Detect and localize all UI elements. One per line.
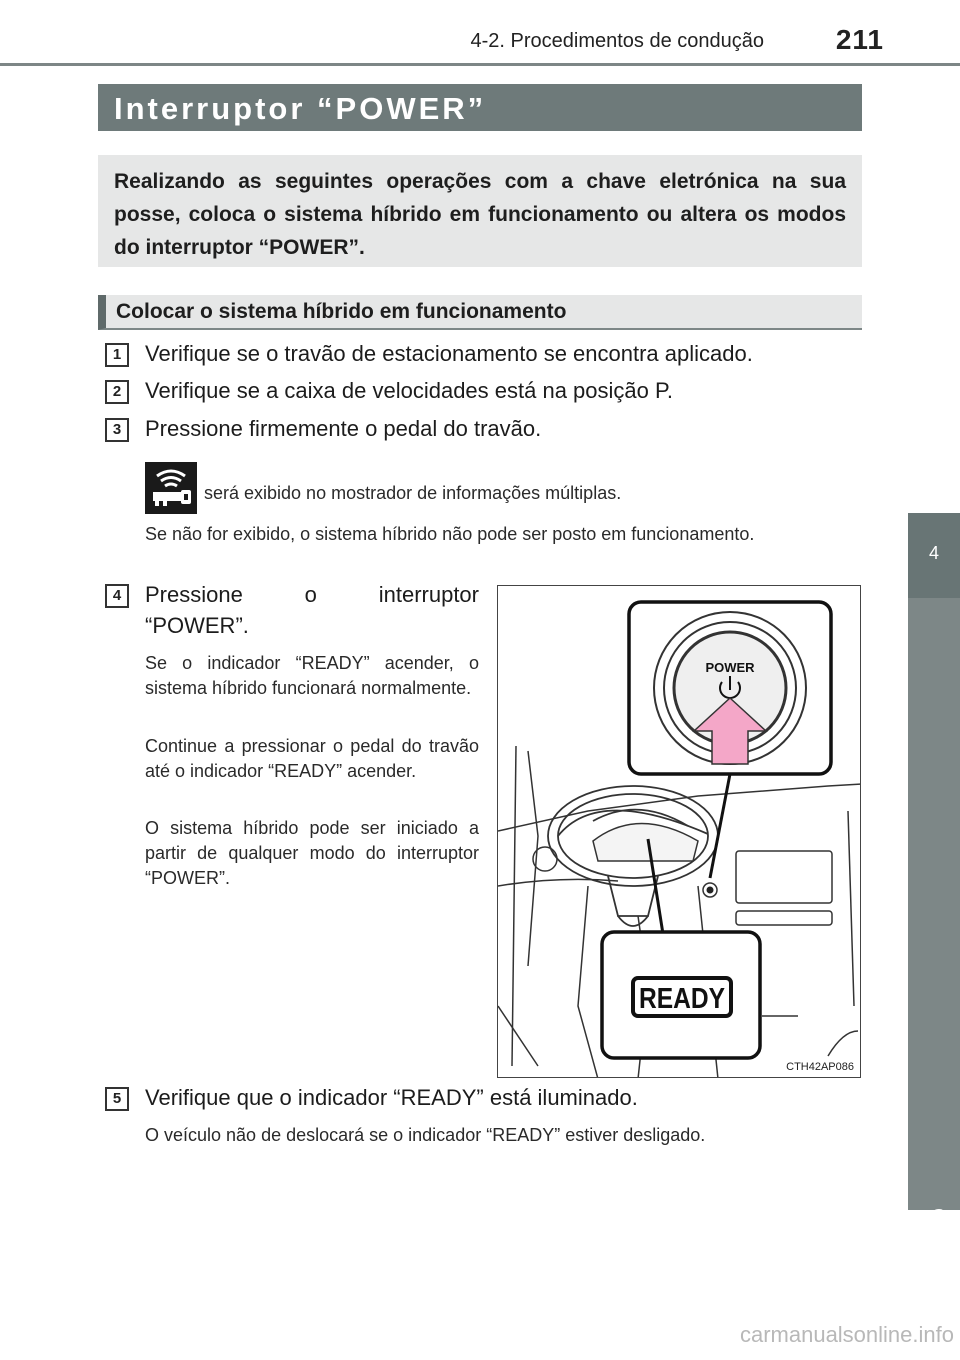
indicator-note: será exibido no mostrador de informações múltiplas.: [204, 483, 622, 503]
ready-indicator-label: READY: [639, 983, 725, 1015]
running-head: [0, 0, 960, 66]
illustration-code: CTH42AP086: [786, 1061, 854, 1073]
intro-text: Realizando as seguintes operações com a chave eletrónica na sua posse, coloca o sistema híbrido em funcionamento ou altera os modos do interruptor “POWER”.: [114, 170, 846, 259]
step4-note-3: O sistema híbrido pode ser iniciado a partir de qualquer modo do interruptor “POWER”.: [145, 818, 479, 888]
power-switch-illustration: [497, 585, 861, 1078]
step-badge-4: 4: [105, 584, 129, 608]
step-text-5: Verifique que o indicador “READY” está iluminado.: [145, 1085, 638, 1110]
step-badge-1: 1: [105, 343, 129, 367]
step4-note-1: Se o indicador “READY” acender, o sistema híbrido funcionará normalmente.: [145, 653, 479, 698]
subheading-bar: [98, 295, 862, 330]
page-number: 211: [835, 24, 884, 55]
step-text-4-line2: “POWER”.: [145, 613, 249, 638]
section-reference: 4-2. Procedimentos de condução: [470, 30, 764, 52]
chapter-label: Condução: [927, 1208, 948, 1295]
step-badge-3: 3: [105, 418, 129, 442]
watermark: carmanualsonline.info: [739, 1322, 954, 1347]
chapter-number: 4: [928, 543, 939, 563]
step5-note: O veículo não de deslocará se o indicador “READY” estiver desligado.: [145, 1125, 706, 1145]
section-title: Interruptor “POWER”: [114, 91, 487, 126]
intro-box: [98, 155, 862, 267]
chapter-side-bar: [908, 598, 960, 1295]
section-title-bar: [98, 84, 862, 131]
subheading-text: Colocar o sistema híbrido em funcionamento: [116, 300, 567, 323]
header-rule: [0, 63, 960, 66]
indicator-warning-note: Se não for exibido, o sistema híbrido não pode ser posto em funcionamento.: [145, 524, 755, 544]
hybrid-system-indicator-icon: [145, 462, 197, 514]
chapter-tab[interactable]: [908, 513, 960, 598]
step4-note-2: Continue a pressionar o pedal do travão até o indicador “READY” acender.: [145, 736, 479, 781]
step-text-4-line1: Pressione o interruptor: [145, 582, 479, 607]
power-button-label: POWER: [705, 660, 755, 675]
dashboard-drawing: [498, 586, 861, 1078]
step-text-3: Pressione firmemente o pedal do travão.: [145, 416, 542, 441]
step-badge-5: 5: [105, 1087, 129, 1111]
step-text-1: Verifique se o travão de estacionamento se encontra aplicado.: [145, 341, 753, 366]
step-text-2: Verifique se a caixa de velocidades está na posição P.: [145, 378, 673, 403]
step-badge-2: 2: [105, 380, 129, 404]
